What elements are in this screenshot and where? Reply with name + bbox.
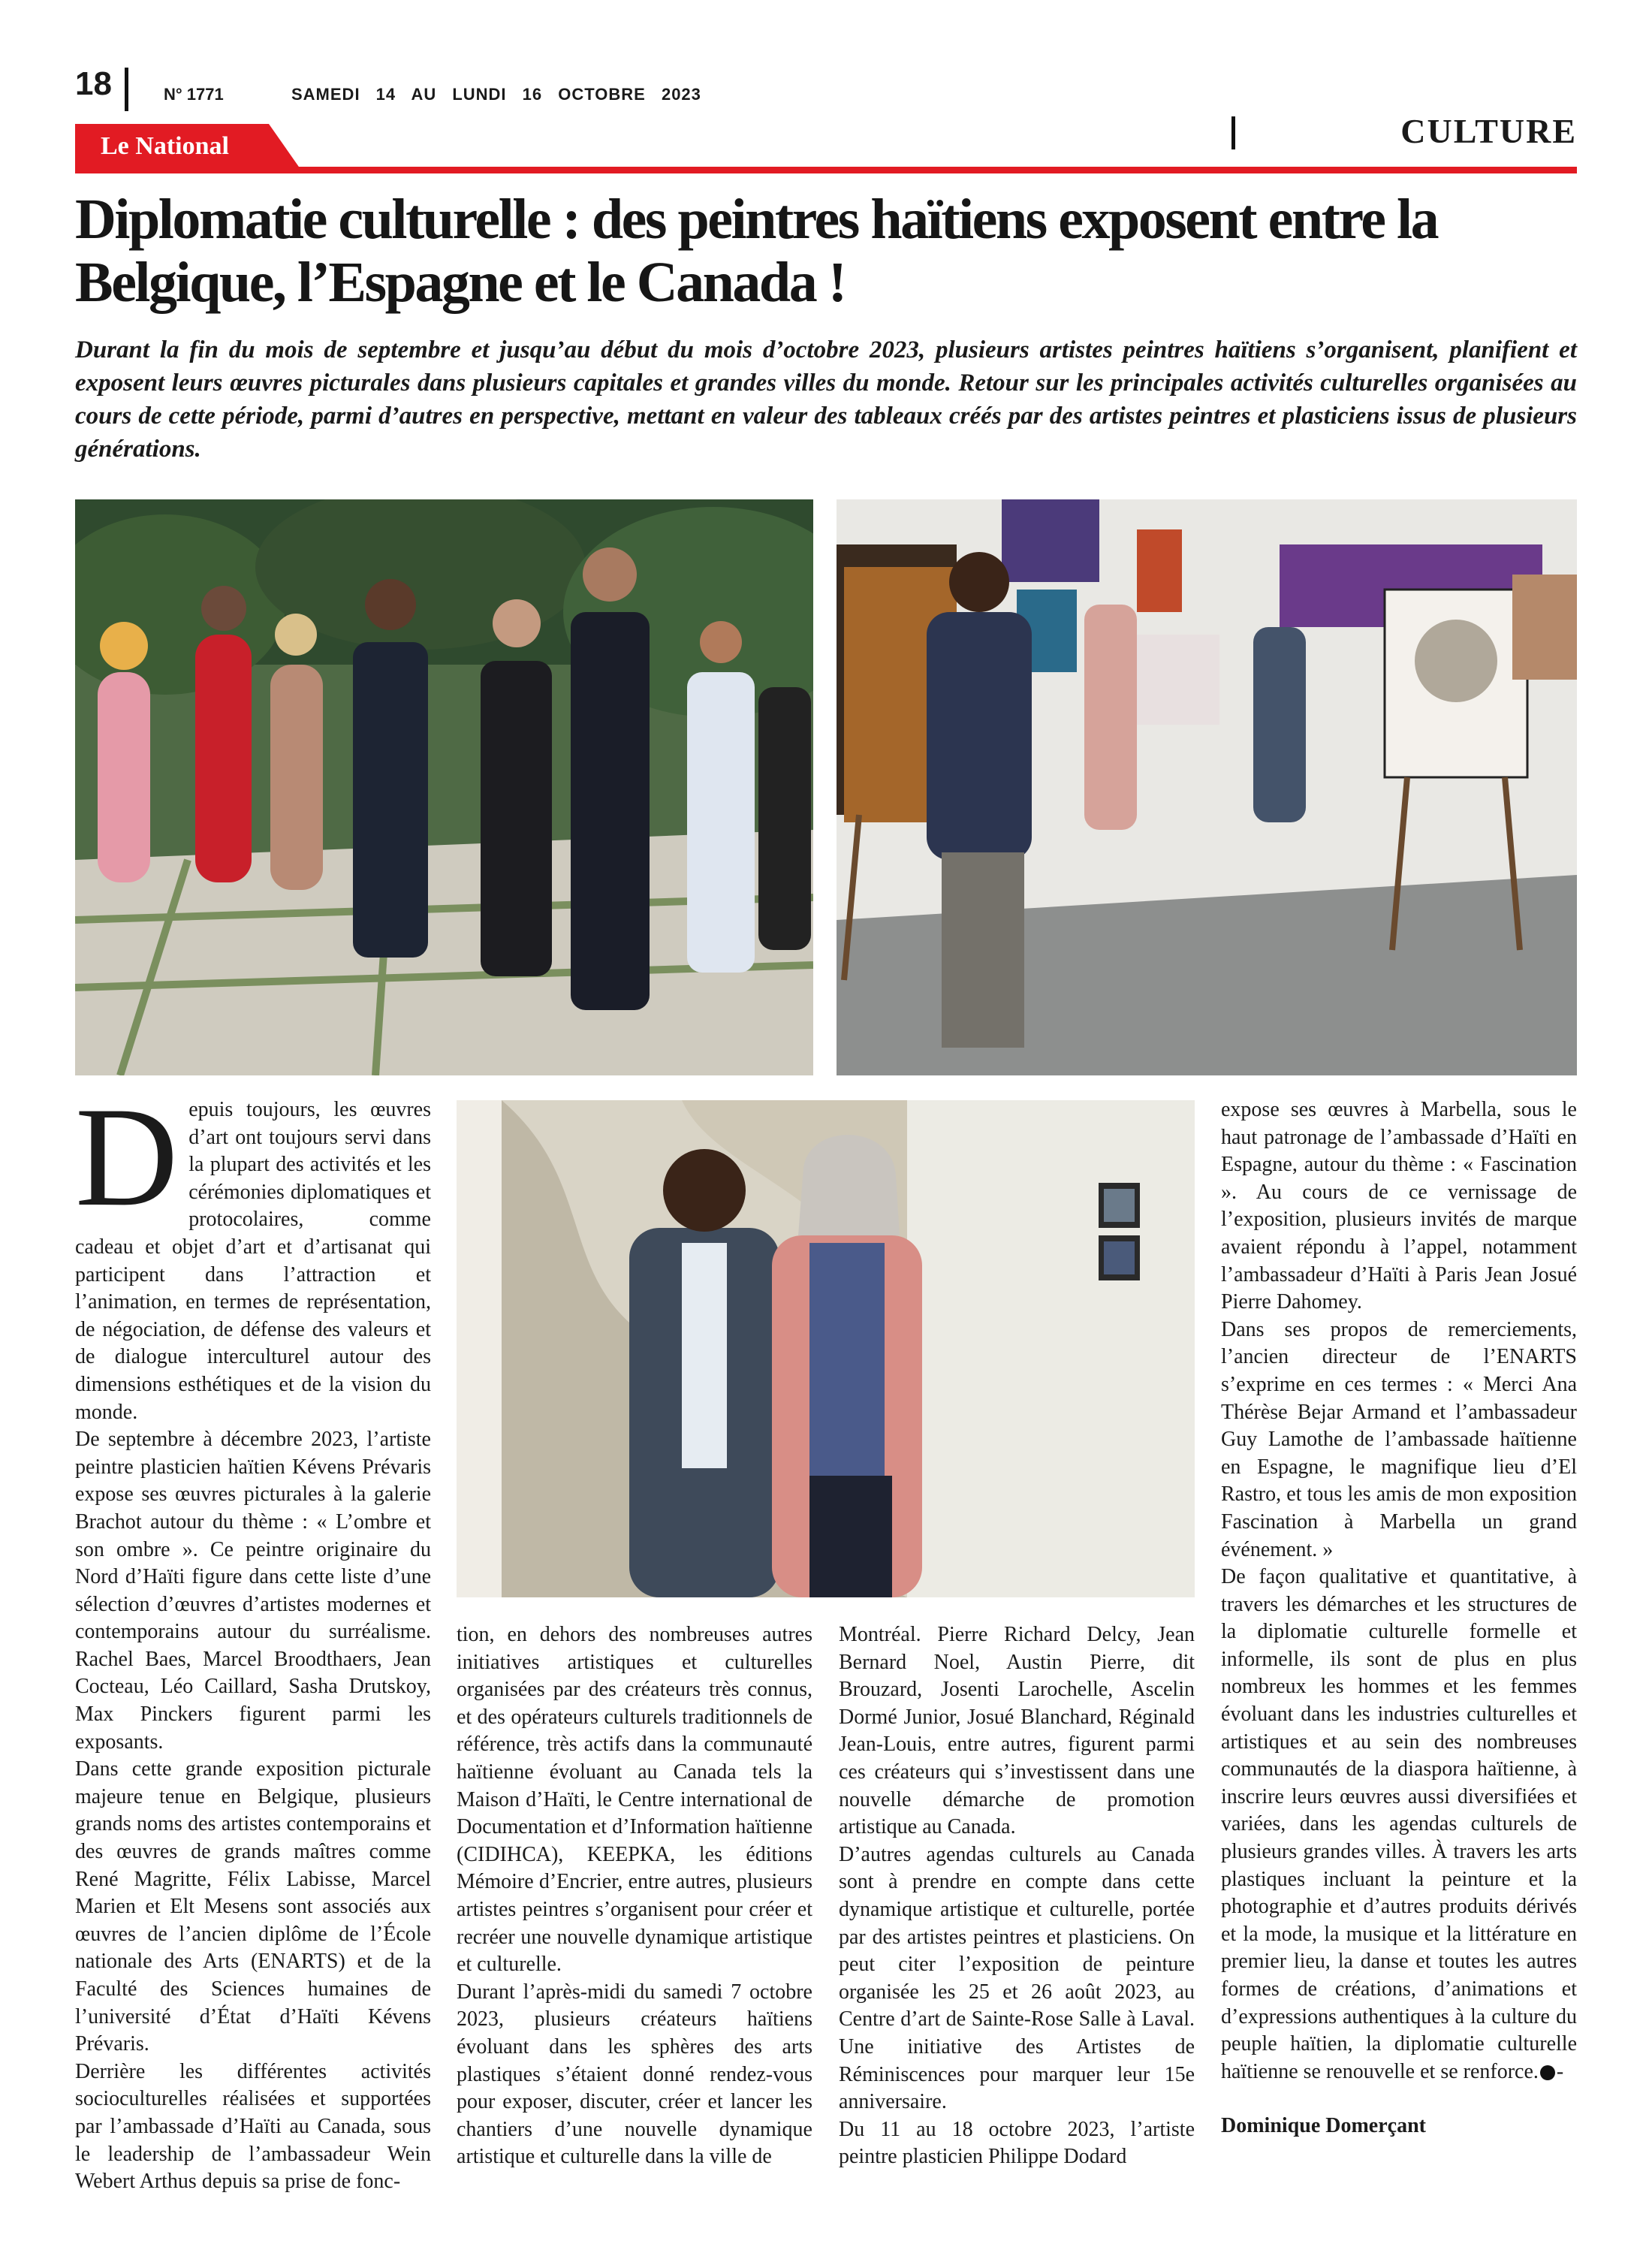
paragraph: Montréal. Pierre Richard Delcy, Jean Bernard Noel, Austin Pierre, dit Brouzard, Josenti Larochelle, Ascelin Dormé Junior, Josué Blanchard, Réginald Jean-Louis, entre autres, figurent parmi ces créateurs qui s’investissent dans une nouvelle démarche de promotion artistique au Canada. (839, 1623, 1195, 1839)
drop-cap: D (75, 1078, 179, 1236)
article-column-3 (839, 1621, 1195, 2171)
header-rule (75, 167, 1577, 173)
article-column-4 (1221, 1096, 1577, 2140)
section-title: CULTURE (1400, 112, 1577, 150)
paragraph: tion, en dehors des nombreuses autres initiatives artistiques et culturelles organisées par des créateurs très connus, et des opérateurs culturels traditionnels de référence, très actifs dans la communauté haïtienne évoluant au Canada tels la Maison d’Haïti, le Centre international de Documentation et d’Information haïtienne (CIDIHCA), KEEPKA, les éditions Mémoire d’Encrier, entre autres, plusieurs artistes peintres s’organisent pour créer et recréer une nouvelle dynamique artistique et culturelle. (457, 1623, 812, 1977)
paragraph: Derrière les différentes activités socioculturelles réalisées et supportées par l’ambassade d’Haïti au Canada, sous le leadership de l’ambassadeur Wein Webert Arthus depuis sa prise de fonc- (75, 2059, 431, 2194)
paragraph: expose ses œuvres à Marbella, sous le haut patronage de l’ambassade d’Haïti en Espagne, autour du thème : « Fascination ». Au cours de ce vernissage de l’exposition, plusieurs invités de marque avaient répondu à l’appel, notamment l’ambassadeur d’Haïti à Paris Jean Josué Pierre Dahomey. (1221, 1098, 1577, 1314)
page-number: 18 (75, 65, 112, 102)
paragraph: Dans cette grande exposition picturale majeure tenue en Belgique, plusieurs grands noms des artistes contemporains et des œuvres de grands maîtres comme René Magritte, Félix Labisse, Marcel Marien et Elt Mesens sont associés aux œuvres de l’ancien diplôme de l’École nationale des Arts (ENARTS) et de la Faculté des Sciences humaines de l’université d’État d’Haïti Kévens Prévaris. (75, 1757, 431, 2056)
article-column-2 (457, 1621, 812, 2171)
article-byline: Dominique Domerçant (1221, 2114, 1426, 2138)
issue-date: SAMEDI 14 AU LUNDI 16 OCTOBRE 2023 (291, 85, 701, 104)
paragraph: De façon qualitative et quantitative, à travers les démarches et les structures de la diplomatie culturelle formelle et informelle, ils sont de plus en plus nombreux les hommes et les femmes évoluant dans les industries culturelles et artistiques et au sein des nombreuses communautés de la diaspora haïtienne, à inscrire leurs œuvres aussi diversifiées et variées, dans les agendas culturels de plusieurs grandes villes. À travers les arts plastiques incluant la peinture et la photographie et d’autres produits dérivés et la mode, la musique et la littérature en premier lieu, la danse et toutes les autres formes de créations, d’animations et d’expressions authentiques à la culture du peuple haïtien, la diplomatie culturelle haïtienne se renouvelle et se renforce. - (1221, 1565, 1577, 2083)
article-lead: Durant la fin du mois de septembre et jusqu’au début du mois d’octobre 2023, plusieurs artistes peintres haïtiens s’organisent, planifient et exposent leurs œuvres picturales dans plusieurs capitales et grandes villes du monde. Retour sur les principales activités culturelles organisées au cours de cette période, parmi d’autres en perspective, mettant en valeur des tableaux créés par des artistes peintres et plasticiens issus de plusieurs générations. (75, 336, 1577, 463)
photo-reception-garden (75, 499, 813, 1075)
paragraph: Durant l’après-midi du samedi 7 octobre 2023, plusieurs créateurs haïtiens évoluant dans les sphères des arts plastiques s’étaient donné rendez-vous pour exposer, discuter, créer et lancer les chantiers d’une nouvelle dynamique artistique et culturelle dans la ville de (457, 1980, 812, 2169)
section-divider (1231, 116, 1235, 149)
paragraph: De septembre à décembre 2023, l’artiste peintre plasticien haïtien Kévens Prévaris expose ses œuvres picturales à la galerie Brachot autour du thème : « L’ombre et son ombre ». Ce peintre originaire du Nord d’Haïti figure dans cette liste d’une sélection d’œuvres d’artistes modernes et contemporains autour du surréalisme. Rachel Baes, Marcel Broodthaers, Jean Cocteau, Léo Caillard, Sasha Drutskoy, Max Pinckers figurent parmi les exposants. (75, 1428, 431, 1754)
page-number-divider (125, 68, 128, 111)
photo-artists-portrait (457, 1100, 1195, 1597)
end-of-article-icon (1540, 2065, 1555, 2080)
photo-gallery-exhibition (837, 499, 1577, 1075)
paragraph: Dans ses propos de remerciements, l’ancien directeur de l’ENARTS s’exprime en ces termes : « Merci Ana Thérèse Bejar Armand et l’ambassadeur Guy Lamothe de l’ambassade haïtienne en Espagne, le magnifique lieu d’El Rastro, et tous les amis de mon exposition Fascination à Marbella un grand événement. » (1221, 1317, 1577, 1561)
paragraph: D’autres agendas culturels au Canada sont à prendre en compte dans cette dynamique artistique et culturelle, portée par des artistes peintres et plasticiens. On peut citer l’exposition de peinture organisée les 25 et 26 août 2023, au Centre d’art de Sainte-Rose Salle à Laval. Une initiative des Artistes de Réminiscences pour marquer leur 15e anniversaire. (839, 1842, 1195, 2114)
paragraph: Du 11 au 18 octobre 2023, l’artiste peintre plasticien Philippe Dodard (839, 2117, 1195, 2169)
issue-number: N° 1771 (164, 85, 224, 104)
article-column-1 (75, 1078, 431, 2196)
masthead-logo: Le National (101, 132, 229, 160)
paragraph: Depuis toujours, les œuvres d’art ont toujours servi dans la plupart des activités et les cérémonies diplomatiques et protocolaires, comme cadeau et objet d’art et d’artisanat qui participent dans l’attraction et l’animation, en termes de représentation, de négociation, de défense des valeurs et de dialogue interculturel autour des dimensions esthétiques et de la vision du monde. (75, 1078, 431, 1424)
article-title: Diplomatie culturelle : des peintres haïtiens exposent entre la Belgique, l’Espagne et le Canada ! (75, 188, 1438, 314)
